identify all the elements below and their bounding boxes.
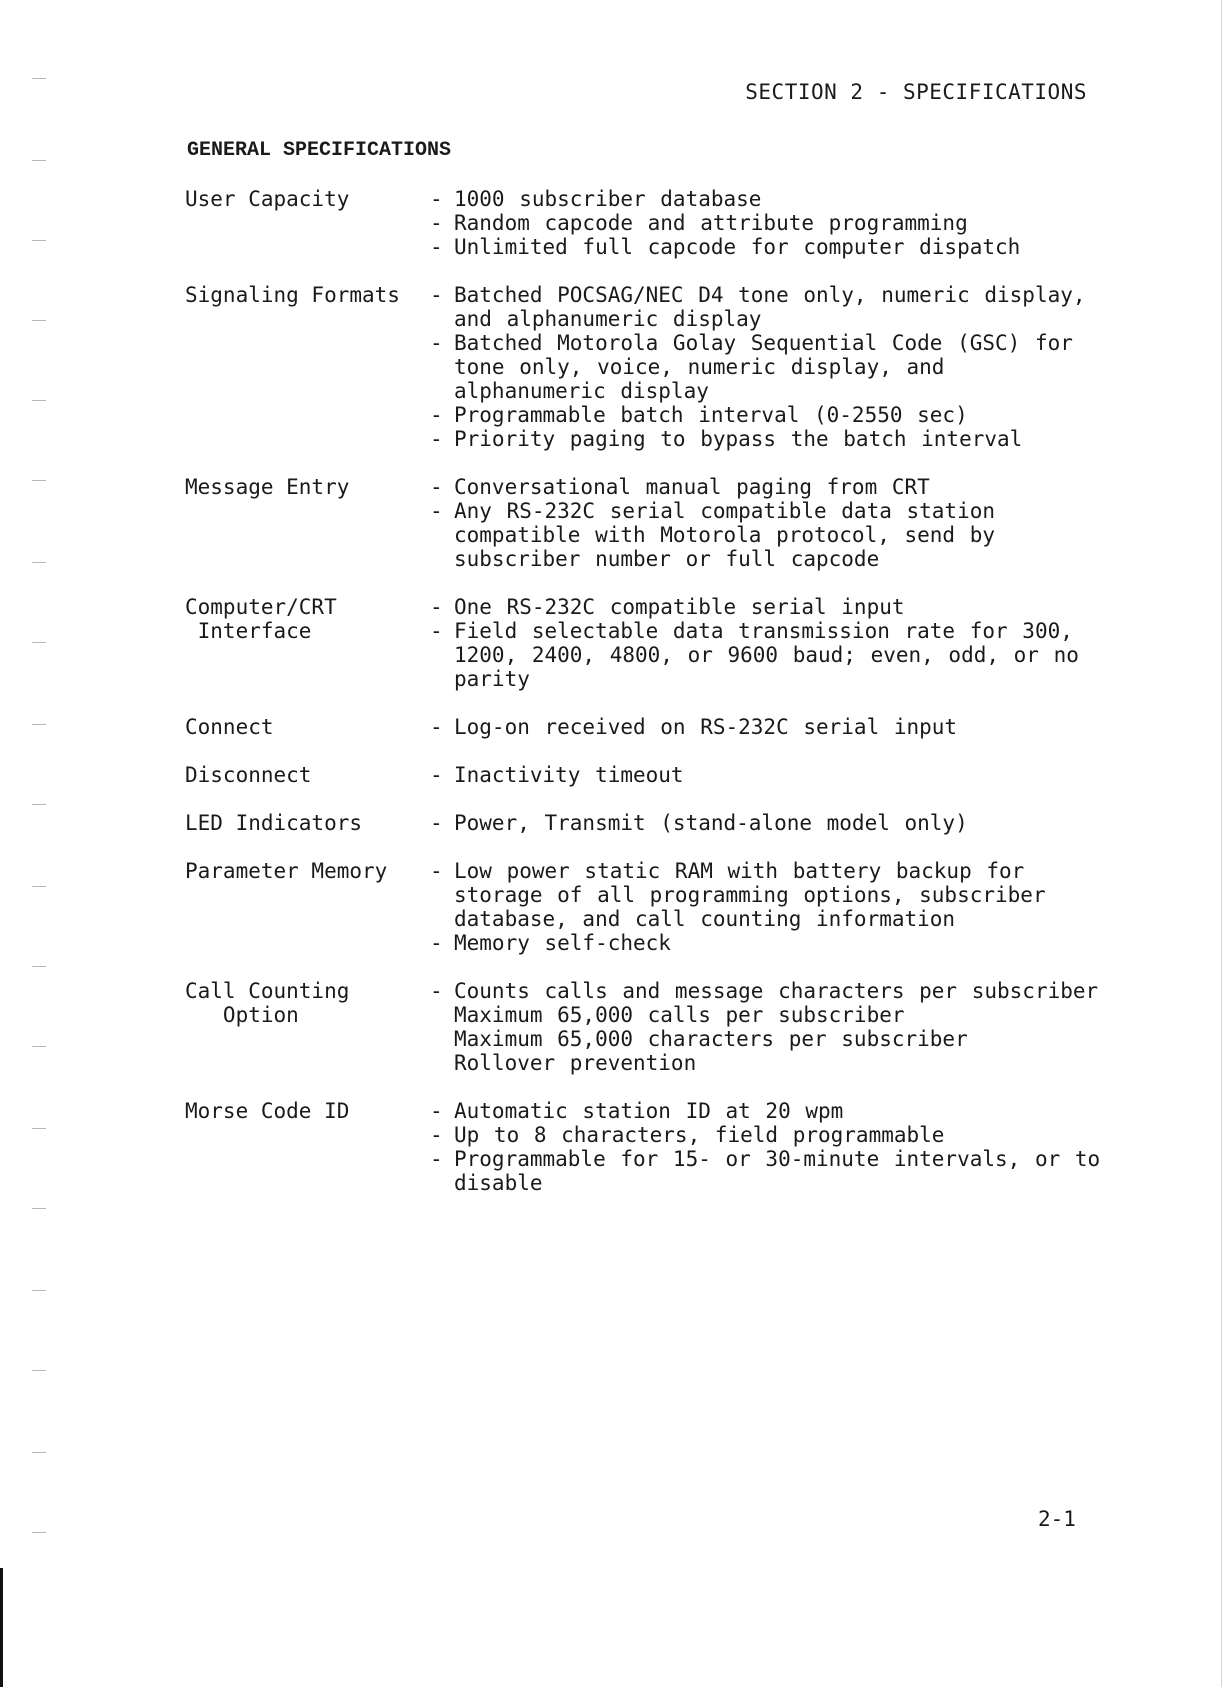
spec-label: Morse Code ID	[185, 1099, 350, 1123]
bullet-dash: -	[430, 235, 443, 259]
spec-item-text: Programmable for 15- or 30-minute intervals, or to disable	[454, 1147, 1101, 1195]
spec-row	[185, 763, 1105, 787]
spec-item-text: Random capcode and attribute programming	[454, 211, 968, 235]
spec-item	[430, 403, 1105, 427]
margin-mark	[32, 966, 46, 967]
spec-item	[430, 331, 1105, 403]
margin-mark	[32, 480, 46, 481]
spec-item	[430, 283, 1105, 331]
margin-mark	[32, 804, 46, 805]
margin-mark	[32, 562, 46, 563]
section-header: SECTION 2 - SPECIFICATIONS	[745, 80, 1087, 104]
spec-item	[430, 859, 1105, 931]
spec-label: Disconnect	[185, 763, 312, 787]
bullet-dash: -	[430, 859, 443, 883]
spec-item-text: Memory self-check	[454, 931, 671, 955]
spec-item-text: Maximum 65,000 calls per subscriber	[454, 1003, 905, 1027]
bullet-dash: -	[430, 403, 443, 427]
margin-mark	[32, 1290, 46, 1291]
spec-item	[430, 763, 1105, 787]
spec-item-text: Batched Motorola Golay Sequential Code (GSC) for tone only, voice, numeric display, and alphanumeric display	[454, 331, 1073, 403]
spec-item	[430, 619, 1105, 691]
margin-mark	[32, 1046, 46, 1047]
spec-item-text: Priority paging to bypass the batch interval	[454, 427, 1023, 451]
spec-item-text: 1000 subscriber database	[454, 187, 762, 211]
bullet-dash: -	[430, 1099, 443, 1123]
page-number: 2-1	[1038, 1507, 1076, 1531]
spec-item-text: Low power static RAM with battery backup for storage of all programming options, subscriber database, and call counting information	[454, 859, 1046, 931]
spec-row	[185, 283, 1105, 451]
spec-row	[185, 811, 1105, 835]
margin-mark	[32, 724, 46, 725]
spec-items	[430, 187, 1105, 259]
bullet-dash: -	[430, 499, 443, 523]
spec-item	[430, 811, 1105, 835]
spec-item	[430, 1123, 1105, 1147]
bullet-dash: -	[430, 979, 443, 1003]
margin-mark	[32, 886, 46, 887]
spec-items	[430, 1099, 1105, 1195]
spec-item	[430, 715, 1105, 739]
spec-row	[185, 859, 1105, 955]
spec-items	[430, 979, 1105, 1075]
spec-label: LED Indicators	[185, 811, 363, 835]
bullet-dash: -	[430, 283, 443, 307]
spec-item	[430, 931, 1105, 955]
spec-item	[430, 1003, 1105, 1027]
spec-row	[185, 475, 1105, 571]
margin-mark	[32, 320, 46, 321]
spec-item	[430, 211, 1105, 235]
bullet-dash: -	[430, 211, 443, 235]
spec-item-text: Up to 8 characters, field programmable	[454, 1123, 945, 1147]
binding-edge	[0, 1568, 3, 1687]
spec-item-text: Programmable batch interval (0-2550 sec)	[454, 403, 968, 427]
spec-item-text: Maximum 65,000 characters per subscriber	[454, 1027, 968, 1051]
bullet-dash: -	[430, 763, 443, 787]
margin-mark	[32, 642, 46, 643]
spec-item-text: Batched POCSAG/NEC D4 tone only, numeric display, and alphanumeric display	[454, 283, 1086, 331]
spec-item	[430, 475, 1105, 499]
spec-items	[430, 475, 1105, 571]
spec-item	[430, 427, 1105, 451]
margin-mark	[32, 400, 46, 401]
spec-item	[430, 1099, 1105, 1123]
spec-label: Signaling Formats	[185, 283, 400, 307]
spec-item	[430, 187, 1105, 211]
margin-mark	[32, 1532, 46, 1533]
margin-mark	[32, 1128, 46, 1129]
spec-item-text: Counts calls and message characters per subscriber	[454, 979, 1099, 1003]
spec-item-text: Power, Transmit (stand-alone model only)	[454, 811, 968, 835]
spec-label: Connect	[185, 715, 274, 739]
spec-label: Call Counting Option	[185, 979, 350, 1027]
bullet-dash: -	[430, 1123, 443, 1147]
spec-row	[185, 1099, 1105, 1195]
margin-mark	[32, 1208, 46, 1209]
spec-items	[430, 811, 1105, 835]
specifications-list	[185, 187, 1105, 1219]
spec-label: User Capacity	[185, 187, 350, 211]
margin-mark	[32, 160, 46, 161]
spec-item	[430, 979, 1105, 1003]
spec-item-text: Any RS-232C serial compatible data station compatible with Motorola protocol, send by subscriber number or full capcode	[454, 499, 996, 571]
spec-items	[430, 595, 1105, 691]
page-title: GENERAL SPECIFICATIONS	[187, 139, 452, 162]
spec-item-text: Automatic station ID at 20 wpm	[454, 1099, 844, 1123]
page-edge	[1221, 0, 1222, 1687]
bullet-dash: -	[430, 811, 443, 835]
spec-items	[430, 859, 1105, 955]
spec-item	[430, 499, 1105, 571]
spec-item	[430, 1027, 1105, 1051]
spec-items	[430, 763, 1105, 787]
bullet-dash: -	[430, 331, 443, 355]
bullet-dash: -	[430, 931, 443, 955]
spec-item-text: One RS-232C compatible serial input	[454, 595, 905, 619]
spec-row	[185, 595, 1105, 691]
spec-row	[185, 187, 1105, 259]
spec-item-text: Rollover prevention	[454, 1051, 697, 1075]
spec-row	[185, 979, 1105, 1075]
spec-label: Parameter Memory	[185, 859, 388, 883]
margin-mark	[32, 240, 46, 241]
spec-item-text: Unlimited full capcode for computer dispatch	[454, 235, 1021, 259]
spec-item-text: Conversational manual paging from CRT	[454, 475, 930, 499]
spec-label: Computer/CRT Interface	[185, 595, 337, 643]
spec-items	[430, 283, 1105, 451]
spec-item-text: Field selectable data transmission rate for 300, 1200, 2400, 4800, or 9600 baud; even, odd, or no parity	[454, 619, 1079, 691]
bullet-dash: -	[430, 475, 443, 499]
spec-row	[185, 715, 1105, 739]
bullet-dash: -	[430, 595, 443, 619]
spec-items	[430, 715, 1105, 739]
spec-label: Message Entry	[185, 475, 350, 499]
spec-item-text: Log-on received on RS-232C serial input	[454, 715, 958, 739]
bullet-dash: -	[430, 427, 443, 451]
spec-item-text: Inactivity timeout	[454, 763, 684, 787]
bullet-dash: -	[430, 187, 443, 211]
spec-item	[430, 235, 1105, 259]
spec-item	[430, 1147, 1105, 1195]
spec-item	[430, 1051, 1105, 1075]
bullet-dash: -	[430, 619, 443, 643]
margin-mark	[32, 78, 46, 79]
margin-mark	[32, 1370, 46, 1371]
bullet-dash: -	[430, 715, 443, 739]
spec-item	[430, 595, 1105, 619]
margin-mark	[32, 1452, 46, 1453]
bullet-dash: -	[430, 1147, 443, 1171]
